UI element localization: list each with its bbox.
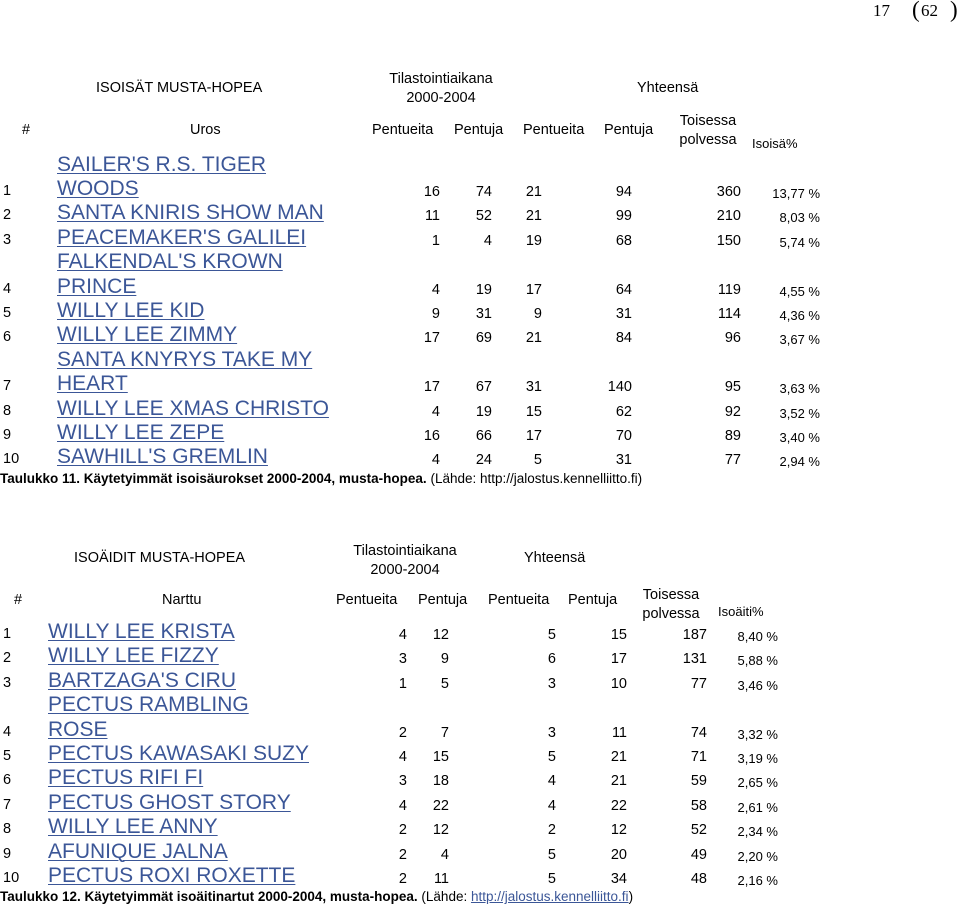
dog-name[interactable]: PECTUS ROXI ROXETTE [48, 864, 296, 887]
puppies-total: 64 [615, 281, 632, 298]
page-total: 62 [921, 1, 938, 20]
puppies-period: 4 [440, 846, 449, 863]
dog-name[interactable]: PRINCE [57, 274, 137, 298]
puppies-total: 68 [615, 232, 632, 249]
litters-total: 5 [547, 749, 556, 765]
puppies-period: 74 [475, 184, 492, 200]
row-index: 8 [3, 821, 12, 838]
second-generation: 48 [690, 871, 707, 887]
second-generation: 114 [717, 306, 741, 322]
litters-period: 4 [398, 627, 407, 643]
litters-total: 2 [547, 822, 556, 839]
puppies-total: 31 [615, 306, 632, 322]
dog-name[interactable]: PEACEMAKER'S GALILEI [57, 225, 307, 249]
puppies-total: 11 [611, 724, 627, 741]
row-index: 6 [3, 329, 12, 346]
puppies-total: 22 [610, 797, 627, 814]
source-link[interactable]: http://jalostus.kennelliitto.fi [470, 889, 629, 904]
dog-name[interactable]: WILLY LEE ANNY [48, 815, 218, 839]
table1-title: ISOISÄT MUSTA-HOPEA [96, 80, 263, 96]
puppies-period: 11 [433, 871, 449, 887]
litters-period: 3 [398, 651, 407, 668]
puppies-total: 20 [610, 846, 627, 863]
table2-hash-header: # [14, 592, 23, 608]
puppies-period: 18 [432, 773, 449, 790]
second-generation: 95 [724, 379, 741, 396]
litters-period: 4 [398, 749, 407, 765]
row-index: 7 [3, 796, 12, 813]
puppies-period: 22 [432, 797, 449, 814]
puppies-period: 5 [440, 675, 449, 692]
table1-hash-header: # [22, 122, 31, 138]
litters-total: 4 [547, 797, 556, 814]
puppies-total: 62 [615, 403, 632, 420]
litters-total: 21 [525, 184, 542, 200]
puppies-total: 99 [615, 208, 632, 225]
litters-total: 17 [525, 281, 542, 298]
puppies-period: 52 [475, 208, 492, 225]
dog-name[interactable]: HEART [57, 372, 128, 396]
litters-period: 11 [424, 208, 440, 225]
litters-total: 15 [525, 403, 542, 420]
puppies-period: 67 [475, 379, 492, 396]
dog-name[interactable]: WILLY LEE FIZZY [48, 644, 219, 668]
table2-title: ISOÄIDIT MUSTA-HOPEA [74, 550, 246, 566]
page-total-open-paren: ( [912, 0, 920, 22]
litters-total: 5 [547, 871, 556, 887]
litters-total: 17 [525, 428, 542, 444]
second-generation: 210 [716, 208, 741, 225]
litters-total: 21 [525, 208, 542, 225]
table1-col6-header: Isoisä% [752, 136, 798, 151]
puppies-total: 140 [607, 379, 632, 396]
table1-col5-header: Toisessa polvessa [679, 113, 737, 148]
dog-name[interactable]: WILLY LEE KID [57, 299, 205, 322]
row-index: 9 [3, 845, 12, 862]
litters-total: 31 [525, 379, 542, 396]
second-generation: 58 [690, 797, 707, 814]
litters-period: 2 [398, 724, 407, 741]
litters-period: 16 [423, 184, 440, 200]
page-total-close-paren: ) [950, 0, 958, 22]
litters-total: 9 [533, 306, 542, 322]
second-generation: 150 [716, 232, 741, 249]
row-index: 5 [3, 305, 12, 321]
table1-stat-period: Tilastointiaikana 2000-2004 [389, 71, 493, 106]
puppies-period: 9 [440, 651, 449, 668]
table1-totals-header: Yhteensä [637, 80, 699, 96]
second-generation: 74 [690, 724, 707, 741]
table2-name-header: Narttu [162, 592, 202, 608]
row-index: 6 [3, 772, 12, 789]
puppies-total: 10 [610, 675, 627, 692]
litters-period: 3 [398, 773, 407, 790]
puppies-period: 24 [475, 452, 492, 469]
second-generation: 71 [690, 749, 707, 765]
percentage: 3,32 % [737, 726, 778, 742]
row-index: 9 [3, 427, 12, 443]
litters-period: 17 [423, 330, 440, 347]
table2-totals-header: Yhteensä [524, 550, 586, 566]
puppies-total: 17 [610, 651, 627, 668]
puppies-period: 7 [440, 724, 449, 741]
puppies-total: 94 [615, 184, 632, 200]
table1-col2-header: Pentuja [454, 122, 504, 138]
row-index: 1 [3, 183, 12, 199]
percentage: 5,88 % [737, 653, 778, 669]
percentage: 3,67 % [779, 332, 820, 348]
table2-stat-period: Tilastointiaikana 2000-2004 [353, 543, 457, 578]
row-index: 8 [3, 402, 12, 419]
table2-col4-header: Pentuja [568, 592, 618, 608]
row-index: 2 [3, 650, 12, 667]
row-index: 7 [3, 378, 12, 395]
percentage: 4,36 % [779, 308, 820, 323]
percentage: 3,46 % [737, 677, 778, 693]
dog-name[interactable]: PECTUS KAWASAKI SUZY [48, 742, 309, 765]
litters-period: 2 [398, 822, 407, 839]
percentage: 4,55 % [779, 283, 820, 299]
dog-name[interactable]: AFUNIQUE JALNA [48, 839, 228, 863]
litters-total: 6 [547, 651, 556, 668]
dog-name[interactable]: SANTA KNIRIS SHOW MAN [57, 201, 324, 225]
second-generation: 89 [724, 428, 741, 444]
dog-name[interactable]: WOODS [57, 177, 139, 200]
litters-total: 4 [547, 773, 556, 790]
puppies-total: 15 [610, 627, 627, 643]
percentage: 3,19 % [737, 751, 778, 766]
percentage: 5,74 % [779, 234, 820, 250]
row-index: 4 [3, 723, 12, 740]
litters-period: 4 [431, 452, 440, 469]
litters-total: 3 [547, 724, 556, 741]
table2-col3-header: Pentueita [488, 592, 550, 608]
dog-name[interactable]: WILLY LEE ZIMMY [57, 323, 238, 347]
percentage: 2,20 % [737, 848, 778, 864]
puppies-total: 21 [610, 749, 627, 765]
litters-period: 4 [431, 281, 440, 298]
puppies-total: 84 [615, 330, 632, 347]
percentage: 3,63 % [779, 381, 820, 397]
row-index: 10 [3, 451, 20, 468]
row-index: 3 [3, 231, 12, 248]
puppies-period: 19 [475, 281, 492, 298]
dog-name-line1[interactable]: FALKENDAL'S KROWN [57, 250, 283, 274]
litters-period: 2 [398, 871, 407, 887]
litters-total: 21 [525, 330, 542, 347]
puppies-total: 12 [610, 822, 627, 839]
litters-period: 2 [398, 846, 407, 863]
puppies-period: 31 [475, 306, 492, 322]
puppies-total: 34 [610, 871, 627, 887]
dog-name[interactable]: ROSE [48, 717, 108, 741]
litters-period: 4 [398, 797, 407, 814]
table1-col1-header: Pentueita [372, 122, 434, 138]
second-generation: 187 [682, 627, 707, 643]
percentage: 13,77 % [772, 186, 820, 201]
second-generation: 49 [690, 846, 707, 863]
percentage: 3,40 % [779, 430, 820, 445]
table1-col3-header: Pentueita [523, 122, 585, 138]
table1-name-header: Uros [190, 122, 221, 138]
dog-name[interactable]: PECTUS RIFI FI [48, 766, 204, 790]
table2-col5-header: Toisessa polvessa [642, 587, 700, 622]
dog-name[interactable]: WILLY LEE ZEPE [57, 421, 225, 444]
second-generation: 52 [690, 822, 707, 839]
second-generation: 77 [690, 675, 707, 692]
percentage: 2,94 % [779, 454, 820, 470]
second-generation: 131 [682, 651, 707, 668]
row-index: 2 [3, 207, 12, 224]
percentage: 8,40 % [737, 629, 778, 644]
percentage: 2,34 % [737, 824, 778, 840]
litters-period: 9 [431, 306, 440, 322]
percentage: 2,16 % [737, 873, 778, 888]
percentage: 2,65 % [737, 775, 778, 791]
page-number: 17 [873, 1, 890, 20]
table2-caption: Taulukko 12. Käytetyimmät isoäitinartut 2000-2004, musta-hopea. (Lähde: http://jalostus.kennelliitto.fi) [0, 889, 634, 904]
puppies-total: 70 [615, 428, 632, 444]
litters-total: 5 [547, 846, 556, 863]
dog-name[interactable]: WILLY LEE KRISTA [48, 620, 235, 643]
litters-total: 5 [533, 452, 542, 469]
table1-caption: Taulukko 11. Käytetyimmät isoisäurokset 2000-2004, musta-hopea. (Lähde: http://jalostus.kennelliitto.fi) [0, 471, 643, 486]
table2-col6-header: Isoäiti% [718, 604, 764, 619]
puppies-period: 12 [432, 627, 449, 643]
row-index: 4 [3, 280, 12, 297]
puppies-period: 66 [475, 428, 492, 444]
second-generation: 92 [724, 403, 741, 420]
puppies-period: 19 [475, 403, 492, 420]
table2-col1-header: Pentueita [336, 592, 398, 608]
puppies-period: 69 [475, 330, 492, 347]
puppies-total: 21 [610, 773, 627, 790]
row-index: 1 [3, 626, 12, 642]
percentage: 8,03 % [779, 210, 820, 226]
litters-period: 1 [398, 675, 407, 692]
puppies-period: 15 [432, 749, 449, 765]
dog-name-line1[interactable]: SAILER'S R.S. TIGER [57, 152, 267, 176]
table1-col4-header: Pentuja [604, 122, 654, 138]
second-generation: 77 [724, 452, 741, 469]
litters-period: 17 [423, 379, 440, 396]
row-index: 3 [3, 674, 12, 691]
dog-name[interactable]: BARTZAGA'S CIRU [48, 668, 236, 692]
dog-name[interactable]: SAWHILL'S GREMLIN [57, 445, 268, 469]
second-generation: 59 [690, 773, 707, 790]
table2-col2-header: Pentuja [418, 592, 468, 608]
dog-name[interactable]: PECTUS GHOST STORY [48, 790, 291, 814]
row-index: 5 [3, 748, 12, 764]
puppies-period: 12 [432, 822, 449, 839]
litters-total: 5 [547, 627, 556, 643]
second-generation: 360 [716, 184, 741, 200]
litters-period: 1 [431, 232, 440, 249]
litters-total: 19 [525, 232, 542, 249]
litters-period: 4 [431, 403, 440, 420]
dog-name[interactable]: WILLY LEE XMAS CHRISTO [57, 396, 329, 420]
puppies-period: 4 [483, 232, 492, 249]
dog-name-line1[interactable]: SANTA KNYRYS TAKE MY [57, 347, 313, 371]
dog-name-line1[interactable]: PECTUS RAMBLING [48, 693, 249, 717]
litters-total: 3 [547, 675, 556, 692]
percentage: 3,52 % [779, 405, 820, 421]
row-index: 10 [3, 870, 20, 886]
litters-period: 16 [423, 428, 440, 444]
second-generation: 119 [717, 281, 741, 298]
second-generation: 96 [724, 330, 741, 347]
percentage: 2,61 % [737, 799, 778, 815]
puppies-total: 31 [615, 452, 632, 469]
